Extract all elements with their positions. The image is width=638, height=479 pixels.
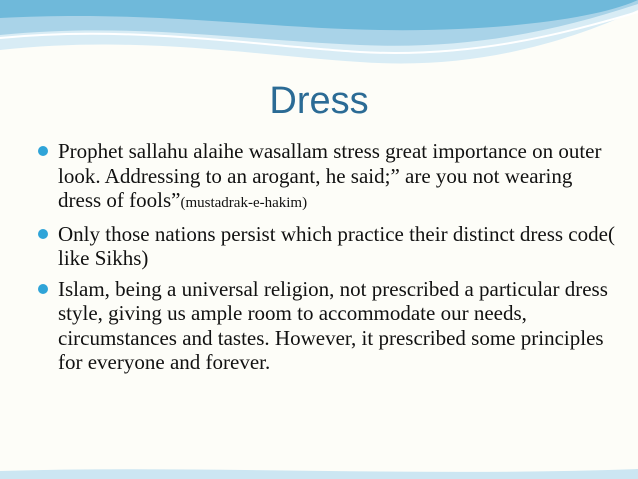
bullet-text: Only those nations persist which practice their distinct dress code( like Sikhs) — [58, 221, 615, 270]
bullet-citation: (mustadrak-e-hakim) — [180, 195, 308, 211]
bullet-text: Prophet sallahu alaihe wasallam stress great importance on outer look. Addressing to an arogant, he said;” are you not wearing dress of fools” — [58, 139, 602, 212]
bullet-dot-icon — [38, 284, 48, 294]
bullet-item — [38, 277, 618, 375]
slide-title: Dress — [269, 80, 369, 122]
bullet-dot-icon — [38, 146, 48, 156]
footer-wave-decoration — [0, 465, 638, 479]
bullet-dot-icon — [38, 229, 48, 239]
header-wave-decoration — [0, 0, 638, 80]
bullet-text: Islam, being a universal religion, not prescribed a particular dress style, giving us ample room to accommodate our needs, circumstances and tastes. However, it prescribed some principles for everyone and forever. — [58, 276, 608, 374]
bullet-item — [38, 222, 618, 271]
bullet-item — [38, 139, 618, 216]
bullet-list — [38, 139, 618, 381]
